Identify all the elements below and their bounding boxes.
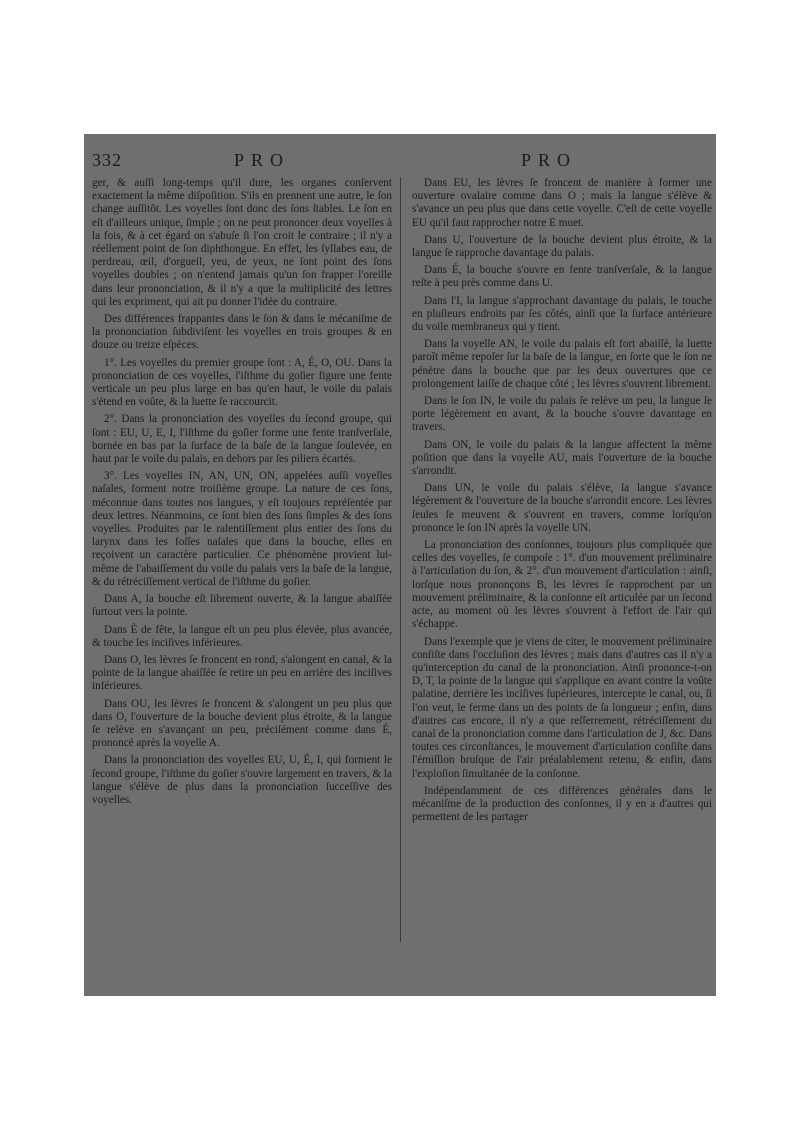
paragraph: Dans U, l'ouverture de la bouche devient plus étroite, & la langue ſe rapproche davantage du palais. — [412, 233, 712, 260]
running-head-left: PRO — [234, 150, 291, 170]
paragraph: Indépendamment de ces différences générales dans le mécaniſme de la production des conſonnes, il y en a d'autres qui permettent de les partager — [412, 784, 712, 824]
paragraph: 3°. Les voyelles IN, AN, UN, ON, appelées auſſi voyelles naſales, forment notre troiſième groupe. La nature de ces ſons, méconnue dans toutes nos langues, y eſt toujours repréſentée par deux lettres. Néanmoins, ce ſont bien des ſons ſimples & des ſons voyelles. Produites par le ralentiſſement plus entier des ſons du larynx dans les foſſes naſales que dans la bouche, elles en reçoivent un caractère particulier. Ce phénomène provient lui-même de l'abaiſſement du voile du palais vers la baſe de la langue, & du rétréciſſement vertical de l'iſthme du goſier. — [92, 470, 392, 588]
paragraph: Dans È de fête, la langue eſt un peu plus élevée, plus avancée, & touche les inciſives inférieures. — [92, 623, 392, 649]
paragraph: Dans EU, les lèvres ſe froncent de manière à former une ouverture ovalaire comme dans O ; mais la langue s'élève & s'avance un peu plus que dans cette voyelle. C'eſt de cette voyelle EU qu'il faut rapprocher notre E muet. — [412, 177, 712, 229]
paragraph: Des différences frappantes dans le ſon & dans le mécaniſme de la prononciation ſubdiviſent les voyelles en trois groupes & en douze ou treize eſpèces. — [92, 313, 392, 352]
paragraph: La prononciation des conſonnes, toujours plus compliquée que celles des voyelles, ſe compoſe : 1°. d'un mouvement préliminaire à l'articulation du ſon, & 2°. d'un mouvement d'articulation : ainſi, lorſque nous prononçons B, les lèvres ſe rapprochent par un mouvement préliminaire, & la conſonne eſt articulée par un ſecond acte, au moment où les lèvres s'ouvrent à l'effort de l'air qui s'échappe. — [412, 539, 712, 631]
paragraph: Dans l'exemple que je viens de citer, le mouvement préliminaire conſiſte dans l'occluſion des lèvres ; mais dans d'autres cas il n'y a qu'interception du canal de la prononciation. Ainſi prononce-t-on D, T, la pointe de la langue qui s'applique en avant contre la voûte palatine, derrière les inciſives ſupérieures, intercepte le canal, ou, ſi l'on veut, le ferme dans un des points de ſa longueur ; enfin, dans d'autres cas encore, il n'y a que reſſerrement, rétréciſſement du canal de la prononciation comme dans l'articulation de J, &c. Dans toutes ces circonſtances, le mouvement d'articulation conſiſte dans l'émiſſion bruſque de l'air préalablement retenu, & enfin, dans l'exploſion ſimultanée de la conſonne. — [412, 635, 712, 780]
paragraph: Dans la prononciation des voyelles EU, U, É, I, qui forment le ſecond groupe, l'iſthme du goſier s'ouvre largement en travers, & la langue s'élève de plus dans la prononciation ſucceſſive des voyelles. — [92, 754, 392, 806]
paragraph: Dans OU, les lèvres ſe froncent & s'alongent un peu plus que dans O, l'ouverture de la bouche devient plus étroite, & la langue ſe relève en s'avançant un peu, préciſément comme dans É, prononcé après la voyelle A. — [92, 697, 392, 750]
paragraph: Dans UN, le voile du palais s'élève, la langue s'avance légèrement & l'ouverture de la bouche s'arrondit encore. Les lèvres ſeules ſe meuvent & s'ouvrent en travers, comme lorſqu'on prononce le ſon IN après la voyelle UN. — [412, 482, 712, 534]
paragraph: Dans O, les lèvres ſe froncent en rond, s'alongent en canal, & la pointe de la langue abaiſſée ſe retire un peu en arrière des inciſives inférieures. — [92, 653, 392, 693]
paragraph: Dans É, la bouche s'ouvre en fente tranſverſale, & la langue reſte à peu près comme dans U. — [412, 264, 712, 290]
column-divider — [400, 177, 401, 942]
running-head-right: PRO — [521, 150, 578, 170]
paragraph: Dans ON, le voile du palais & la langue affectent la même poſition que dans la voyelle AU, mais l'ouverture de la bouche s'arrondit. — [412, 438, 712, 478]
right-column — [412, 177, 712, 828]
paragraph: Dans l'I, la langue s'approchant davantage du palais, le touche en pluſieurs endroits par ſes côtés, ainſi que la ſurface antérieure du voile membraneux qui y tient. — [412, 294, 712, 334]
paragraph: Dans la voyelle AN, le voile du palais eſt fort abaiſſé, la luette paroît même repoſer ſur la baſe de la langue, en ſorte que le ſon ne pénètre dans la bouche que par les deux ouvertures que ce prolongement laiſſe de chaque côté ; les lèvres s'ouvrent librement. — [412, 338, 712, 390]
paragraph: ger, & auſſi long-temps qu'il dure, les organes conſervent exactement la même diſpoſition. S'ils en prennent une autre, le ſon change auſſitôt. Les voyelles ſont donc des ſons ſtables. Le ſon en eſt d'ailleurs unique, ſimple ; on ne peut prononcer deux voyelles à la fois, & à cet égard on s'abuſe ſi l'on croit le contraire ; il n'y a réellement point de ſon diphthongue. En effet, les ſyllabes eau, de perdreau, œil, d'orgueil, yeu, de yeux, ne ſont point des ſons voyelles doubles ; on n'entend jamais qu'un ſon frapper l'oreille dans leur prononciation, & il n'y a que la multiplicité des lettres qui les expriment, qui ait pu donner l'idée du contraire. — [92, 177, 392, 308]
paragraph: Dans le ſon IN, le voile du palais ſe relève un peu, la langue ſe porte légèrement en avant, & la bouche s'ouvre davantage en travers. — [412, 395, 712, 434]
left-column — [92, 177, 392, 811]
page-header — [84, 150, 716, 172]
paragraph: 2°. Dans la prononciation des voyelles du ſecond groupe, qui ſont : EU, U, E, I, l'iſthme du goſier forme une fente tranſverſale, bornée en bas par la ſurface de la baſe de la langue ſoulevée, en haut par le voile du palais, en dehors par ſes piliers écartés. — [92, 413, 392, 466]
page-number: 332 — [92, 150, 122, 170]
paragraph: 1°. Les voyelles du premier groupe ſont : A, É, O, OU. Dans la prononciation de ces voyelles, l'iſthme du goſier figure une fente verticale un peu plus large en bas qu'en haut, le voile du palais s'étend en voûte, & la luette ſe raccourcit. — [92, 356, 392, 409]
paragraph: Dans A, la bouche eſt librement ouverte, & la langue abaiſſée ſurtout vers la pointe. — [92, 593, 392, 619]
book-page — [84, 134, 716, 996]
